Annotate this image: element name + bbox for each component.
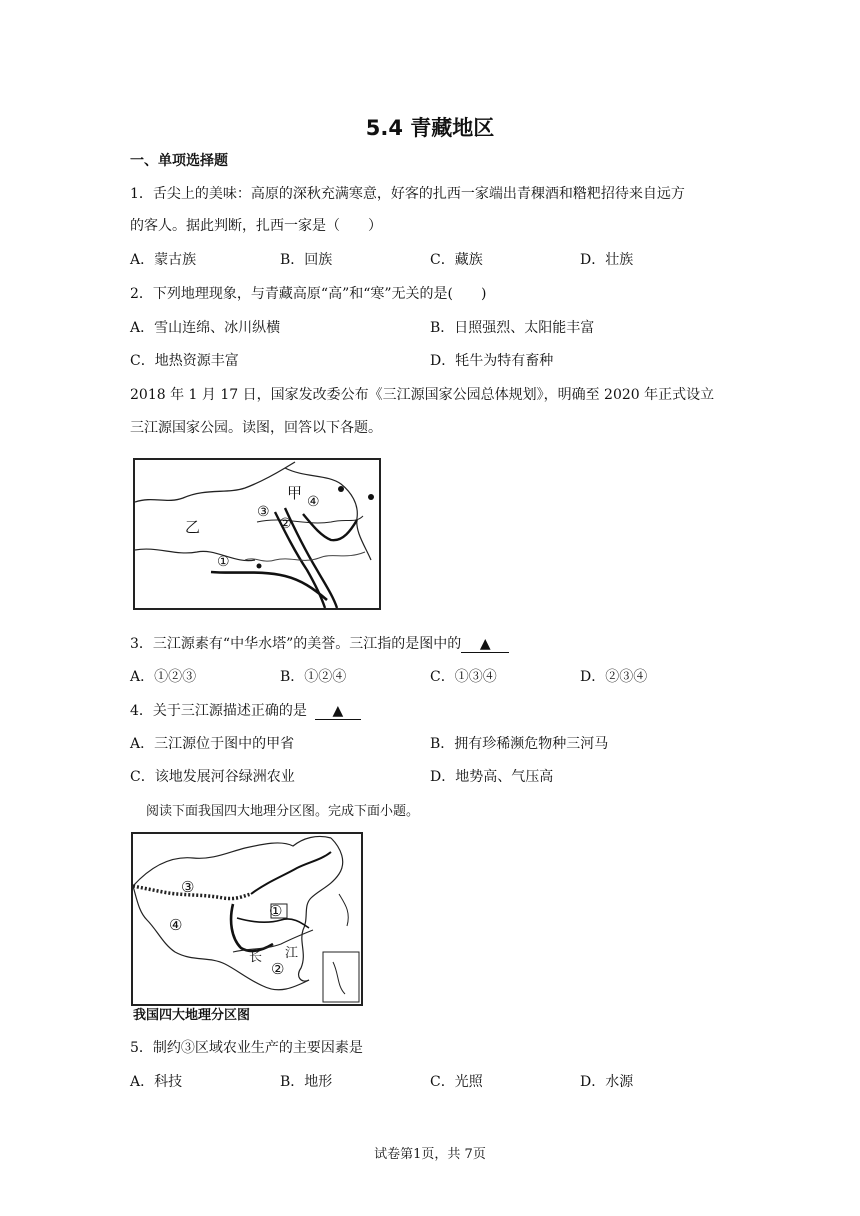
q1-stem-line2: 的客人。据此判断，扎西一家是（ ） xyxy=(130,218,382,234)
map2-label-1: ① xyxy=(269,902,283,920)
q1-stem-line1: 1．舌尖上的美味：高原的深秋充满寒意，好客的扎西一家端出青稞酒和糌粑招待来自远方 xyxy=(130,186,685,202)
q4-stem-text: 4．关于三江源描述正确的是 xyxy=(130,703,307,719)
q3-option-b: B．①②④ xyxy=(280,669,347,685)
q5-option-d: D．水源 xyxy=(580,1074,634,1090)
q3-option-a: A．①②③ xyxy=(130,669,197,685)
map2-label-2: ② xyxy=(271,960,285,978)
q4-option-b: B．拥有珍稀濒危物种三河马 xyxy=(430,736,609,752)
material1-line1: 2018 年 1 月 17 日，国家发改委公布《三江源国家公园总体规划》，明确至 2020 年正式设立 xyxy=(130,387,715,403)
q2-option-b: B．日照强烈、太阳能丰富 xyxy=(430,320,595,336)
map2-label-3: ③ xyxy=(181,878,195,896)
q3-option-d: D．②③④ xyxy=(580,669,648,685)
q4-option-a: A．三江源位于图中的甲省 xyxy=(130,736,295,752)
map1-label-yi: 乙 xyxy=(185,518,201,536)
q3-stem xyxy=(130,633,509,653)
map2-caption: 我国四大地理分区图 xyxy=(133,1008,251,1023)
material2-text: 阅读下面我国四大地理分区图。完成下面小题。 xyxy=(146,804,420,819)
page-footer: 试卷第1页，共 7页 xyxy=(374,1147,486,1162)
page-title: 5.4 青藏地区 xyxy=(365,116,495,140)
map1-label-3: ③ xyxy=(257,504,270,520)
q4-option-d: D．地势高、气压高 xyxy=(430,769,554,785)
q5-stem: 5．制约③区域农业生产的主要因素是 xyxy=(130,1040,363,1056)
map1-label-1: ① xyxy=(217,554,230,570)
q2-option-c: C．地热资源丰富 xyxy=(130,353,239,369)
q3-answer-blank: ▲ xyxy=(461,636,509,653)
map1-label-4: ④ xyxy=(307,494,320,510)
q5-option-c: C．光照 xyxy=(430,1074,483,1090)
q2-option-d: D．牦牛为特有畜种 xyxy=(430,353,554,369)
q5-option-a: A．科技 xyxy=(130,1074,183,1090)
map1-label-2: ② xyxy=(279,516,292,532)
q5-option-b: B．地形 xyxy=(280,1074,333,1090)
q1-option-b: B．回族 xyxy=(280,252,333,268)
q2-option-a: A．雪山连绵、冰川纵横 xyxy=(130,320,281,336)
map2-label-4: ④ xyxy=(169,916,183,934)
map2-label-jiang: 江 xyxy=(285,946,299,961)
q4-option-c: C．该地发展河谷绿洲农业 xyxy=(130,769,295,785)
q3-option-c: C．①③④ xyxy=(430,669,497,685)
q3-stem-text: 3．三江源素有“中华水塔”的美誉。三江指的是图中的 xyxy=(130,636,462,652)
q4-stem xyxy=(130,700,361,720)
map2-label-chang: 长 xyxy=(249,950,263,965)
china-regions-map xyxy=(131,832,363,1006)
q1-option-a: A．蒙古族 xyxy=(130,252,197,268)
map1-label-jia: 甲 xyxy=(287,484,303,502)
q1-option-d: D．壮族 xyxy=(580,252,634,268)
sanjiangyuan-map xyxy=(133,458,381,610)
q1-option-c: C．藏族 xyxy=(430,252,483,268)
q2-stem: 2．下列地理现象，与青藏高原“高”和“寒”无关的是( ) xyxy=(130,286,487,302)
material1-line2: 三江源国家公园。读图，回答以下各题。 xyxy=(130,420,382,436)
q4-answer-blank: ▲ xyxy=(315,703,361,720)
section-heading: 一、单项选择题 xyxy=(130,153,228,169)
